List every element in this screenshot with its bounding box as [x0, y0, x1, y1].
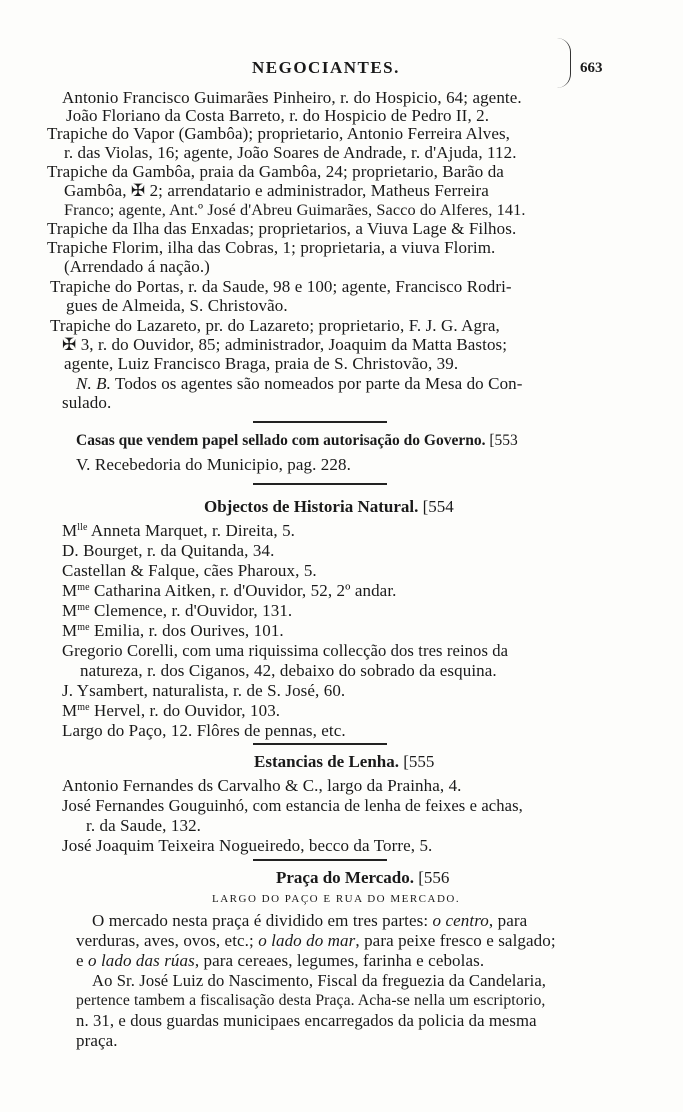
page-header-title: NEGOCIANTES.: [252, 58, 400, 77]
section-title-554: [204, 497, 454, 517]
list-item: r. da Saude, 132.: [86, 816, 202, 835]
section-title-555: [254, 752, 434, 772]
list-item: agente, Luiz Francisco Braga, praia de S. Christovão, 39.: [64, 354, 459, 373]
paragraph-line: pertence tambem a fiscalisação desta Praça. Acha-se nella um escriptorio,: [76, 992, 546, 1009]
nota-bene: [76, 374, 523, 394]
paragraph-line: e o lado das rúas, para cereaes, legumes, farinha e cebolas.: [76, 951, 485, 970]
section-divider: [253, 859, 387, 861]
list-item: Castellan & Falque, cães Pharoux, 5.: [62, 561, 317, 580]
page-number: 663: [580, 60, 603, 76]
section-divider: [253, 483, 387, 485]
section-title-553: [76, 432, 518, 450]
list-item: $M^{me}$ Catharina Aitken, r. d'Ouvidor, 52, 2º andar.: [62, 581, 397, 600]
section-ref: [553: [489, 432, 518, 449]
list-item: Largo do Paço, 12. Flôres de pennas, etc.: [62, 721, 346, 740]
list-item: José Joaquim Teixeira Nogueiredo, becco da Torre, 5.: [62, 836, 433, 855]
section-ref: [555: [403, 752, 435, 771]
section-title-text: Estancias de Lenha.: [254, 752, 399, 771]
list-item: Trapiche do Lazareto, pr. do Lazareto; proprietario, F. J. G. Agra,: [50, 316, 500, 335]
list-item: ✠ 3, r. do Ouvidor, 85; administrador, Joaquim da Matta Bastos;: [62, 335, 508, 354]
list-item: $M^{me}$ Clemence, r. d'Ouvidor, 131.: [62, 601, 293, 620]
nota-bene-continued: sulado.: [62, 393, 112, 412]
section-subtitle: LARGO DO PAÇO E RUA DO MERCADO.: [212, 893, 461, 905]
list-item: Trapiche do Portas, r. da Saude, 98 e 100; agente, Francisco Rodri-: [50, 277, 512, 296]
section-title-text: Casas que vendem papel sellado com autorisação do Governo.: [76, 432, 486, 449]
section-title-556: [276, 868, 449, 888]
margin-bracket-mark: [556, 38, 571, 88]
list-item: Antonio Francisco Guimarães Pinheiro, r. do Hospicio, 64; agente.: [62, 88, 522, 107]
paragraph-line: Ao Sr. José Luiz do Nascimento, Fiscal da freguezia da Candelaria,: [92, 971, 547, 990]
paragraph-line: n. 31, e dous guardas municipaes encarregados da policia da mesma: [76, 1011, 537, 1030]
list-item: V. Recebedoria do Municipio, pag. 228.: [76, 455, 351, 474]
section-divider: [253, 421, 387, 423]
list-item: Trapiche da Gambôa, praia da Gambôa, 24; proprietario, Barão da: [47, 162, 504, 181]
list-item: J. Ysambert, naturalista, r. de S. José, 60.: [62, 681, 346, 700]
list-item: Gambôa, ✠ 2; arrendatario e administrador, Matheus Ferreira: [64, 181, 489, 200]
list-item: $M^{lle}$ Anneta Marquet, r. Direita, 5.: [62, 521, 296, 540]
list-item: João Floriano da Costa Barreto, r. do Hospicio de Pedro II, 2.: [66, 106, 490, 125]
list-item: Trapiche do Vapor (Gambôa); proprietario, Antonio Ferreira Alves,: [47, 124, 511, 143]
section-title-text: Praça do Mercado.: [276, 868, 415, 887]
section-ref: [556: [418, 868, 450, 887]
list-item: Gregorio Corelli, com uma riquissima collecção dos tres reinos da: [62, 641, 509, 660]
list-item: D. Bourget, r. da Quitanda, 34.: [62, 541, 275, 560]
list-item: Trapiche da Ilha das Enxadas; proprietarios, a Viuva Lage & Filhos.: [47, 219, 517, 238]
list-item: natureza, r. dos Ciganos, 42, debaixo do sobrado da esquina.: [80, 661, 497, 680]
nb-text: Todos os agentes são nomeados por parte da Mesa do Con-: [115, 374, 523, 393]
list-item: $M^{me}$ Hervel, r. do Ouvidor, 103.: [62, 701, 281, 720]
section-ref: [554: [422, 497, 454, 516]
list-item: Antonio Fernandes ds Carvalho & C., largo da Prainha, 4.: [62, 776, 462, 795]
paragraph-line: O mercado nesta praça é dividido em tres partes: o centro, para: [92, 911, 528, 930]
list-item: (Arrendado á nação.): [64, 257, 210, 276]
list-item: José Fernandes Gouguinhó, com estancia de lenha de feixes e achas,: [62, 796, 523, 815]
section-title-text: Objectos de Historia Natural.: [204, 497, 419, 516]
list-item: $M^{me}$ Emilia, r. dos Ourives, 101.: [62, 621, 284, 640]
list-item: Franco; agente, Ant.º José d'Abreu Guimarães, Sacco do Alferes, 141.: [64, 200, 526, 219]
section-divider: [253, 743, 387, 745]
paragraph-line: verduras, aves, ovos, etc.; o lado do mar, para peixe fresco e salgado;: [76, 931, 556, 950]
paragraph-line: praça.: [76, 1031, 118, 1050]
nb-label: N. B.: [76, 374, 111, 393]
list-item: gues de Almeida, S. Christovão.: [66, 296, 288, 315]
list-item: r. das Violas, 16; agente, João Soares de Andrade, r. d'Ajuda, 112.: [64, 143, 517, 162]
list-item: Trapiche Florim, ilha das Cobras, 1; proprietaria, a viuva Florim.: [47, 238, 496, 257]
